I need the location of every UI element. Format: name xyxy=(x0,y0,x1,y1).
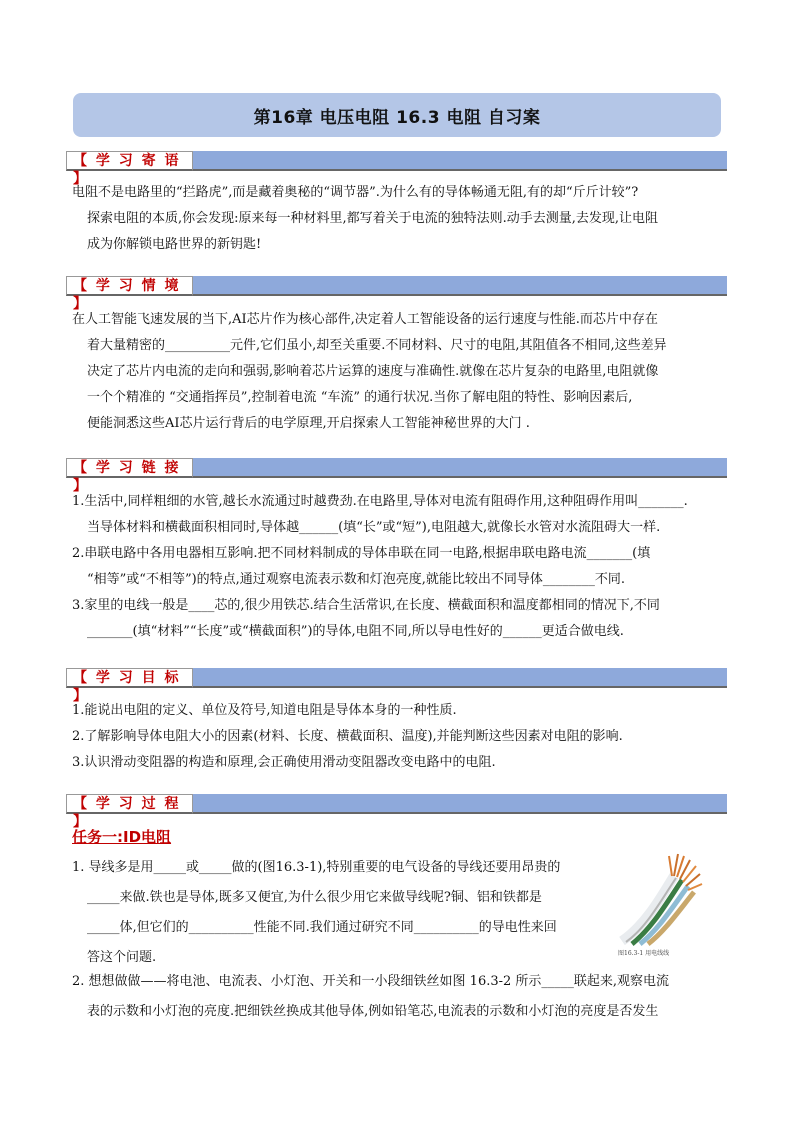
section-header-qingjing xyxy=(66,276,727,312)
text-line: _______(填“材料”“长度”或“横截面积”)的导体,电阻不同,所以导电性好的______更适合做电线. xyxy=(87,624,624,639)
section-header-lianjie xyxy=(66,458,727,494)
section-label: 【 学 习 情 境 】 xyxy=(66,276,193,296)
question-2 xyxy=(72,967,727,1027)
text-line: 当导体材料和横截面积相同时,导体越______(填“长”或“短”),电阻越大,就像长水管对水流阻碍大一样. xyxy=(87,520,661,535)
text-line: 3.家里的电线一般是____芯的,很少用铁芯.结合生活常识,在长度、横截面积和温度都相同的情况下,不同 xyxy=(72,598,660,613)
section-bar-fill xyxy=(193,794,727,814)
text-line: 1.生活中,同样粗细的水管,越长水流通过时越费劲.在电路里,导体对电流有阻碍作用,这种阻碍作用叫_______. xyxy=(72,494,688,509)
section-header-guocheng xyxy=(66,794,727,830)
section-bar-fill xyxy=(193,151,727,171)
jiyu-paragraph xyxy=(72,180,727,258)
list-item: 1.能说出电阻的定义、单位及符号,知道电阻是导体本身的一种性质. xyxy=(72,703,457,718)
section-label: 【 学 习 过 程 】 xyxy=(66,794,193,814)
question-1 xyxy=(72,853,602,973)
list-item: 3.认识滑动变阻器的构造和原理,会正确使用滑动变阻器改变电路中的电阻. xyxy=(72,755,496,770)
cable-bundle-image xyxy=(614,846,704,946)
section-label: 【 学 习 链 接 】 xyxy=(66,458,193,478)
list-item xyxy=(72,593,727,645)
text-line: 在人工智能飞速发展的当下,AI芯片作为核心部件,决定着人工智能设备的运行速度与性能.而芯片中存在 xyxy=(72,312,658,327)
text-line: _____来做.铁也是导体,既多又便宜,为什么很少用它来做导线呢?铜、铝和铁都是 xyxy=(87,890,542,905)
lianjie-list xyxy=(72,489,727,645)
text-line: 成为你解锁电路世界的新钥匙! xyxy=(87,237,262,252)
list-item: 2.了解影响导体电阻大小的因素(材料、长度、横截面积、温度),并能判断这些因素对电阻的影响. xyxy=(72,729,623,744)
text-line: 2. 想想做做——将电池、电流表、小灯泡、开关和一小段细铁丝如图 16.3-2 所示_____联起来,观察电流 xyxy=(72,974,670,989)
cable-figure xyxy=(614,846,704,957)
text-line: 答这个问题. xyxy=(87,950,157,965)
list-item xyxy=(72,541,727,593)
section-bar-fill xyxy=(193,276,727,296)
section-bar-fill xyxy=(193,668,727,688)
text-line: 决定了芯片内电流的走向和强弱,影响着芯片运算的速度与准确性.就像在芯片复杂的电路里,电阻就像 xyxy=(87,364,659,379)
text-line: _____体,但它们的__________性能不同.我们通过研究不同__________的导电性来回 xyxy=(87,920,557,935)
text-line: 电阻不是电路里的“拦路虎”,而是藏着奥秘的“调节器”.为什么有的导体畅通无阻,有的却“斤斤计较”? xyxy=(72,185,639,200)
section-bar-fill xyxy=(193,458,727,478)
page-title: 第16章 电压电阻 16.3 电阻 自习案 xyxy=(253,107,541,128)
title-banner xyxy=(73,93,721,137)
qingjing-paragraph xyxy=(72,307,727,437)
text-line: 一个个精准的 “交通指挥员”,控制着电流 “车流” 的通行状况.当你了解电阻的特性、影响因素后, xyxy=(87,390,633,405)
text-line: 1. 导线多是用_____或_____做的(图16.3-1),特别重要的电气设备的导线还要用昂贵的 xyxy=(72,860,561,875)
text-line: 2.串联电路中各用电器相互影响.把不同材料制成的导体串联在同一电路,根据串联电路电流_______(填 xyxy=(72,546,651,561)
section-label: 【 学 习 目 标 】 xyxy=(66,668,193,688)
text-line: 着大量精密的__________元件,它们虽小,却至关重要.不同材料、尺寸的电阻,其阻值各不相同,这些差异 xyxy=(87,338,667,353)
mubiao-list xyxy=(72,698,727,776)
section-header-jiyu xyxy=(66,151,727,187)
text-line: 表的示数和小灯泡的亮度.把细铁丝换成其他导体,例如铅笔芯,电流表的示数和小灯泡的亮度是否发生 xyxy=(87,1004,659,1019)
figure-caption: 图16.3-1 用电线线 xyxy=(618,950,670,957)
text-line: 便能洞悉这些AI芯片运行背后的电学原理,开启探索人工智能神秘世界的大门 . xyxy=(87,416,530,431)
list-item xyxy=(72,489,727,541)
task-title: 任务一:ID电阻 xyxy=(72,828,172,846)
text-line: 探索电阻的本质,你会发现:原来每一种材料里,都写着关于电流的独特法则.动手去测量,去发现,让电阻 xyxy=(87,211,659,226)
text-line: “相等”或“不相等”)的特点,通过观察电流表示数和灯泡亮度,就能比较出不同导体________不同. xyxy=(87,572,626,587)
section-label: 【 学 习 寄 语 】 xyxy=(66,151,193,171)
section-header-mubiao xyxy=(66,668,727,704)
